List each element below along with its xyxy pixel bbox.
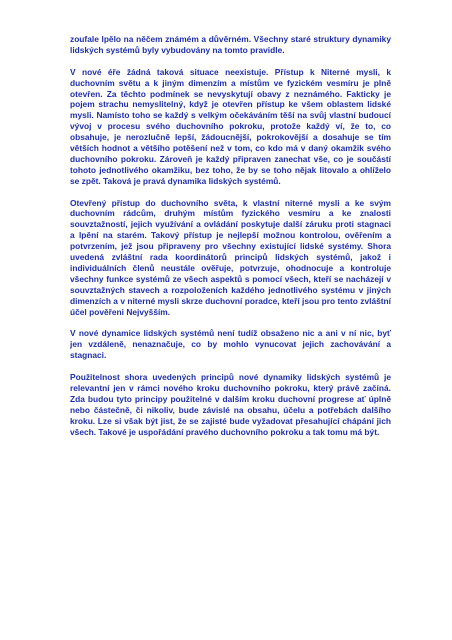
paragraph-5: Použitelnost shora uvedených principů nové dynamiky lidských systémů je relevantní jen v rámci nového kroku duchovního pokroku, který právě začíná. Zda budou tyto principy použitelné v dalším kroku duchovní progrese ať úplně nebo částečně, či nikoliv, bude závislé na obsahu, účelu a potřebách dalšího kroku. Lze si však být jist, že se zajisté bude vyžadovat přesahující chápání jich všech. Takové je uspořádání pravého duchovního pokroku a tak tomu má být. <box>70 372 391 437</box>
paragraph-3: Otevřený přístup do duchovního světa, k vlastní niterné mysli a ke svým duchovním rádcům, druhým místům fyzického vesmíru a ke znalosti souvztažností, jejich využívání a ovládání poskytuje další záruku proti stagnaci a lpění na starém. Takový přístup je nejlepší možnou kontrolou, ověřením a potvrzením, jež jsou připraveny pro všechny existující lidské systémy. Shora uvedená zvláštní rada koordinátorů principů lidských systémů, jakož i individuálních členů neustále ověřuje, potvrzuje, ohodnocuje a kontroluje všechny funkce systémů ze všech aspektů s pomocí všech, kteří se nacházejí v souvztažných stavech a rozpoloženích každého jednotlivého systému v jiných dimenzích a v niterné mysli skrze duchovní poradce, kteří jsou pro tento zvláštní účel pověřeni Nejvyšším. <box>70 197 391 317</box>
paragraph-1: zoufale lpělo na něčem známém a důvěrném. Všechny staré struktury dynamiky lidských systémů byly vybudovány na tomto pravidle. <box>70 34 391 55</box>
paragraph-2: V nové éře žádná taková situace neexistuje. Přístup k Niterné mysli, k duchovním světu a k jiným dimenzím a místům ve fyzickém vesmíru je plně otevřen. Za těchto podmínek se nevyskytují obavy z neznámého. Fakticky je pojem strachu nemyslitelný, když je otevřen přístup ke všem oblastem lidské mysli. Namísto toho se každý s velkým očekáváním těší na svůj vlastní budoucí vývoj v procesu svého duchovního pokroku, protože každý ví, že to, co obsahuje, je nerozlučně lepší, žádoucnější, pokrokovější a dosahuje se tím větších hodnot a většího potěšení než v tom, co kdo má v daný okamžik svého duchovního pokroku. Zároveň je každý připraven zanechat vše, co je součástí tohoto jednotlivého okamžiku, bez toho, že by se toho nějak litovalo a ohlíželo se zpět. Taková je pravá dynamika lidských systémů. <box>70 66 391 186</box>
body-text <box>70 34 391 437</box>
paragraph-4: V nové dynamice lidských systémů není tudíž obsaženo nic a ani v ní nic, byť jen vzdáleně, nenaznačuje, co by mohlo vynucovat jejich zachovávání a stagnaci. <box>70 328 391 361</box>
